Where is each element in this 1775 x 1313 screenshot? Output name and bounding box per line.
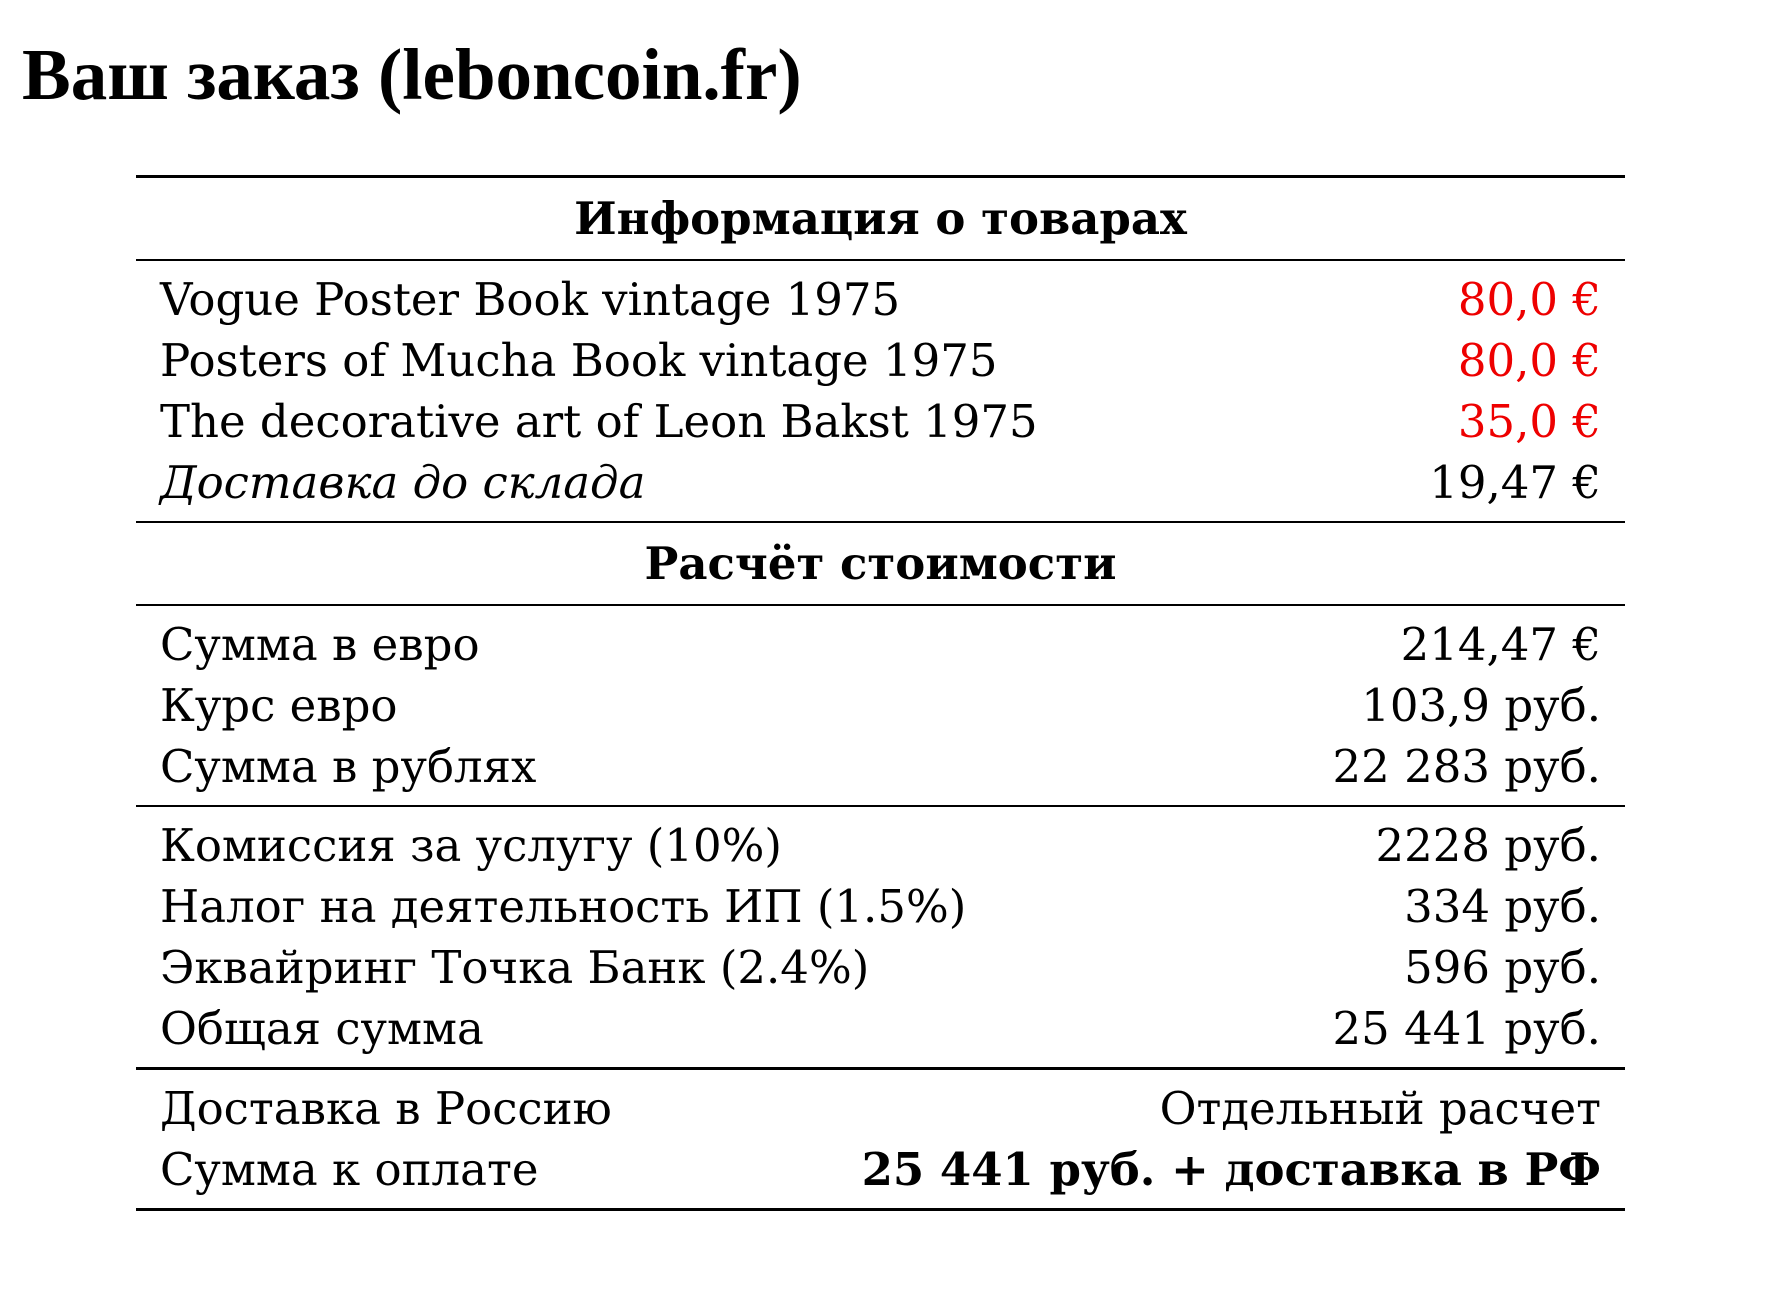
acquiring-row <box>160 937 1601 998</box>
row-label: Доставка в Россию <box>160 1082 612 1135</box>
items-list <box>136 261 1625 521</box>
item-price: 80,0 € <box>1457 273 1601 326</box>
page-title: Ваш заказ (leboncoin.fr) <box>22 34 802 115</box>
amount-due-row <box>160 1139 1601 1200</box>
tax-row <box>160 876 1601 937</box>
item-row <box>160 269 1601 330</box>
row-value: 596 руб. <box>1404 941 1601 994</box>
row-value: 2228 руб. <box>1375 819 1601 872</box>
item-price: 80,0 € <box>1457 334 1601 387</box>
warehouse-shipping-price: 19,47 € <box>1429 456 1601 509</box>
row-label: Эквайринг Точка Банк (2.4%) <box>160 941 870 994</box>
conversion-list <box>136 606 1625 805</box>
item-name: The decorative art of Leon Bakst 1975 <box>160 395 1038 448</box>
amount-due-value: 25 441 руб. + доставка в РФ <box>861 1143 1601 1196</box>
row-value: 25 441 руб. <box>1332 1002 1601 1055</box>
row-value: 103,9 руб. <box>1361 679 1601 732</box>
row-label: Сумма в евро <box>160 618 480 671</box>
row-value: 334 руб. <box>1404 880 1601 933</box>
order-table <box>136 175 1625 1211</box>
warehouse-shipping-row <box>160 452 1601 513</box>
fees-list <box>136 807 1625 1067</box>
exchange-rate-row <box>160 675 1601 736</box>
bottom-rule <box>136 1208 1625 1211</box>
row-value: Отдельный расчет <box>1159 1082 1601 1135</box>
final-list <box>136 1070 1625 1208</box>
row-label: Комиссия за услугу (10%) <box>160 819 782 872</box>
row-label: Курс евро <box>160 679 398 732</box>
grand-total-row <box>160 998 1601 1059</box>
euro-total-row <box>160 614 1601 675</box>
row-value: 214,47 € <box>1400 618 1601 671</box>
ruble-total-row <box>160 736 1601 797</box>
calculation-section-title: Расчёт стоимости <box>644 537 1117 590</box>
item-row <box>160 391 1601 452</box>
row-label: Сумма в рублях <box>160 740 537 793</box>
row-value: 22 283 руб. <box>1332 740 1601 793</box>
items-section-title: Информация о товарах <box>574 192 1187 245</box>
warehouse-shipping-label: Доставка до склада <box>160 456 646 509</box>
item-name: Vogue Poster Book vintage 1975 <box>160 273 901 326</box>
row-label: Общая сумма <box>160 1002 484 1055</box>
row-label: Налог на деятельность ИП (1.5%) <box>160 880 967 933</box>
service-fee-row <box>160 815 1601 876</box>
row-label: Сумма к оплате <box>160 1143 539 1196</box>
item-name: Posters of Mucha Book vintage 1975 <box>160 334 998 387</box>
russia-shipping-row <box>160 1078 1601 1139</box>
item-row <box>160 330 1601 391</box>
item-price: 35,0 € <box>1457 395 1601 448</box>
